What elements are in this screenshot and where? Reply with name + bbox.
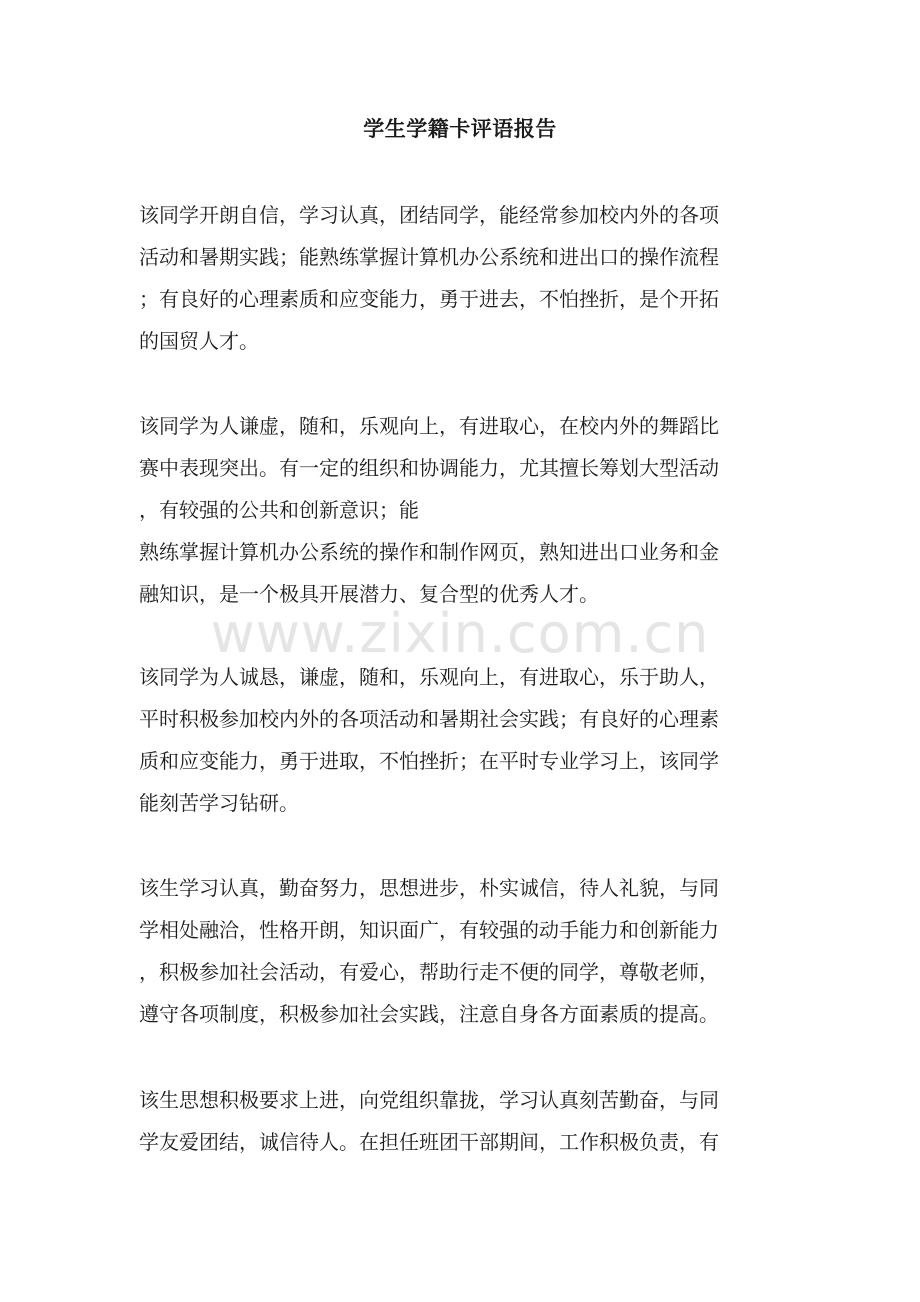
paragraph-line: 熟练掌握计算机办公系统的操作和制作网页，熟知进出口业务和金 [139, 540, 719, 564]
paragraph-2 [139, 405, 771, 615]
paragraph-line: 融知识，是一个极具开展潜力、复合型的优秀人才。 [139, 582, 599, 606]
paragraph-5 [139, 1079, 771, 1163]
paragraph-4 [139, 867, 771, 1035]
paragraph-line: 学相处融洽，性格开朗，知识面广，有较强的动手能力和创新能力 [139, 918, 719, 942]
paragraph-line: ，有较强的公共和创新意识；能 [139, 498, 419, 522]
paragraph-line: 该生学习认真，勤奋努力，思想进步，朴实诚信，待人礼貌，与同 [139, 876, 719, 900]
paragraph-3 [139, 656, 771, 824]
document-title: 学生学籍卡评语报告 [363, 116, 557, 141]
watermark: www.zixin.com.cn [210, 602, 710, 665]
paragraph-line: 该生思想积极要求上进，向党组织靠拢，学习认真刻苦勤奋，与同 [139, 1088, 719, 1112]
paragraph-line: 能刻苦学习钻研。 [139, 791, 299, 815]
paragraph-line: 学友爱团结，诚信待人。在担任班团干部期间，工作积极负责，有 [139, 1130, 719, 1154]
paragraph-line: 遵守各项制度，积极参加社会实践，注意自身各方面素质的提高。 [139, 1002, 719, 1026]
paragraph-1 [139, 194, 771, 362]
paragraph-line: ；有良好的心理素质和应变能力，勇于进去，不怕挫折，是个开拓 [139, 287, 719, 311]
paragraph-line: 该同学为人诚恳，谦虚，随和，乐观向上，有进取心，乐于助人， [139, 665, 719, 689]
paragraph-line: 该同学为人谦虚，随和，乐观向上，有进取心，在校内外的舞蹈比 [139, 414, 719, 438]
paragraph-line: ，积极参加社会活动，有爱心，帮助行走不便的同学，尊敬老师， [139, 960, 719, 984]
paragraph-line: 该同学开朗自信，学习认真，团结同学，能经常参加校内外的各项 [139, 203, 719, 227]
paragraph-line: 赛中表现突出。有一定的组织和协调能力，尤其擅长筹划大型活动 [139, 456, 719, 480]
paragraph-line: 平时积极参加校内外的各项活动和暑期社会实践；有良好的心理素 [139, 707, 719, 731]
paragraph-line: 活动和暑期实践；能熟练掌握计算机办公系统和进出口的操作流程 [139, 245, 719, 269]
paragraph-line: 的国贸人才。 [139, 329, 259, 353]
paragraph-line: 质和应变能力，勇于进取，不怕挫折；在平时专业学习上，该同学 [139, 749, 719, 773]
